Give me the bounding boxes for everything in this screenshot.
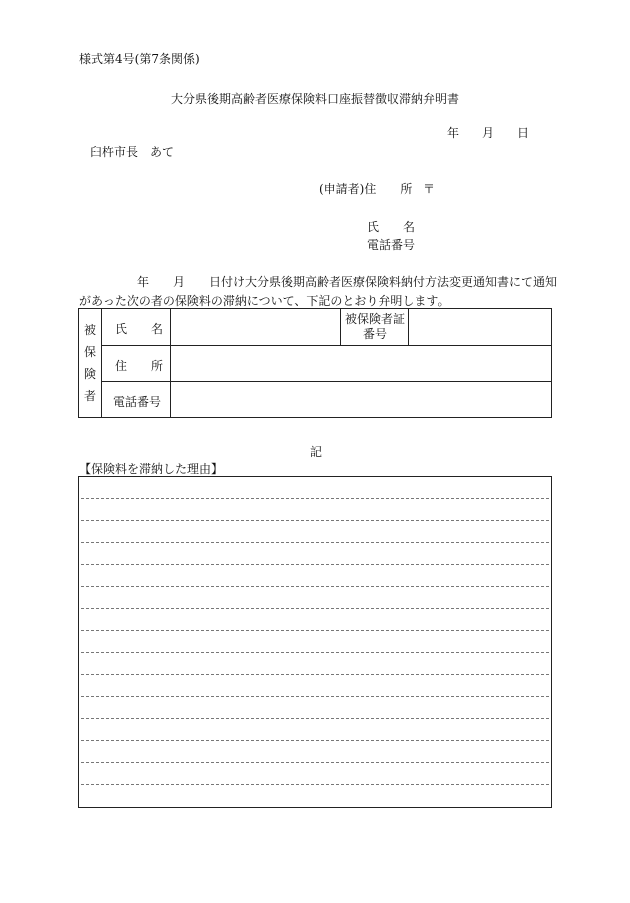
reason-line bbox=[81, 498, 549, 499]
applicant-address-label: (申請者)住 所 bbox=[319, 182, 413, 196]
reason-line bbox=[81, 630, 549, 631]
reason-line bbox=[81, 784, 549, 785]
reason-line bbox=[81, 652, 549, 653]
document-title: 大分県後期高齢者医療保険料口座振替徴収滞納弁明書 bbox=[170, 92, 459, 106]
insured-person-vertical-label: 被 保 険 者 bbox=[83, 323, 96, 403]
record-mark: 記 bbox=[310, 445, 323, 459]
statement-month: 月 bbox=[173, 275, 186, 289]
reason-line bbox=[81, 762, 549, 763]
date-month-label: 月 bbox=[482, 126, 495, 140]
insured-name-field[interactable] bbox=[171, 309, 340, 345]
postal-mark: 〒 bbox=[423, 182, 436, 196]
statement-line-2: があった次の者の保険料の滞納について、下記のとおり弁明します。 bbox=[79, 294, 450, 308]
statement bbox=[79, 273, 558, 311]
reason-heading: 【保険料を滞納した理由】 bbox=[79, 462, 224, 476]
insured-person-table bbox=[78, 308, 552, 418]
applicant-phone-label: 電話番号 bbox=[367, 238, 416, 252]
reason-line bbox=[81, 586, 549, 587]
reason-line bbox=[81, 718, 549, 719]
insured-phone-label: 電話番号 bbox=[113, 395, 162, 409]
reason-line bbox=[81, 740, 549, 741]
date-day-label: 日 bbox=[517, 126, 530, 140]
reason-line bbox=[81, 674, 549, 675]
reason-line bbox=[81, 542, 549, 543]
insured-address-field[interactable] bbox=[171, 346, 551, 381]
reason-line bbox=[81, 608, 549, 609]
applicant-name-label: 氏 名 bbox=[367, 220, 416, 234]
date-year-label: 年 bbox=[447, 126, 460, 140]
reason-line bbox=[81, 564, 549, 565]
statement-year: 年 bbox=[137, 275, 150, 289]
insured-number-field[interactable] bbox=[409, 309, 551, 345]
form-number: 様式第4号(第7条関係) bbox=[79, 52, 200, 66]
reason-text-area[interactable] bbox=[78, 476, 552, 808]
statement-line-1 bbox=[79, 273, 558, 292]
insured-address-label: 住 所 bbox=[115, 359, 164, 373]
statement-line-1-text: 日付け大分県後期高齢者医療保険料納付方法変更通知書にて通知 bbox=[209, 275, 558, 289]
insured-phone-field[interactable] bbox=[171, 382, 551, 417]
reason-line bbox=[81, 520, 549, 521]
addressee: 臼杵市長 あて bbox=[90, 145, 175, 159]
insured-number-label: 被保険者証 番号 bbox=[344, 312, 405, 341]
insured-name-label: 氏 名 bbox=[115, 322, 164, 336]
reason-line bbox=[81, 696, 549, 697]
